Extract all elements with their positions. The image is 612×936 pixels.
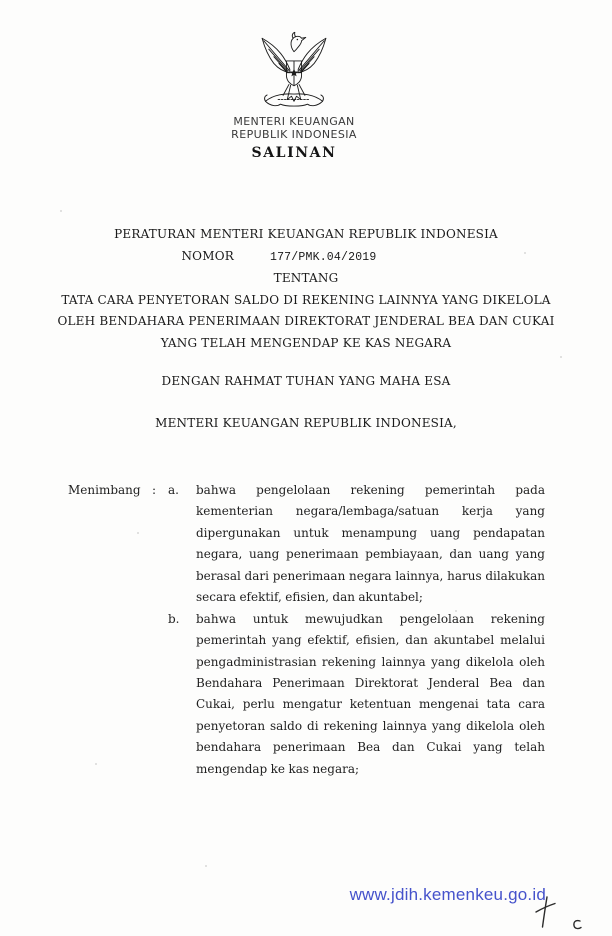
- consideration-line: Bendahara Penerimaan Direktorat Jenderal Bea dan: [196, 675, 545, 690]
- invocation-line: DENGAN RAHMAT TUHAN YANG MAHA ESA: [161, 374, 451, 388]
- regulation-title-block: [0, 224, 612, 354]
- scan-speckle: [137, 532, 139, 534]
- letterhead: [0, 30, 588, 161]
- regulation-title: PERATURAN MENTERI KEUANGAN REPUBLIK INDONESIA: [114, 227, 498, 241]
- consideration-line: dipergunakan untuk menampung uang pendapatan: [196, 525, 545, 540]
- consideration-line: mengendap ke kas negara;: [196, 761, 360, 776]
- nomor-line: [0, 246, 585, 269]
- consideration-line: kementerian negara/lembaga/satuan kerja yang: [196, 504, 545, 519]
- consideration-line: pemerintah yang efektif, efisien, dan akuntabel melalui: [196, 633, 545, 648]
- garuda-pancasila-emblem-icon: [252, 30, 336, 116]
- nomor-label: NOMOR: [181, 248, 234, 263]
- consideration-line: pengadministrasian rekening lainnya yang dikelola oleh: [196, 654, 545, 669]
- ministry-name: MENTERI KEUANGAN: [233, 115, 355, 128]
- consideration-line: Cukai, perlu mengatur ketentuan mengenai tata cara: [196, 697, 545, 712]
- considerations-colon: :: [152, 483, 157, 497]
- republic-name: REPUBLIK INDONESIA: [231, 127, 357, 141]
- salinan-label: SALINAN: [251, 145, 337, 161]
- consideration-line: berasal dari penerimaan negara lainnya, harus dilakukan: [196, 568, 545, 583]
- authority-line: MENTERI KEUANGAN REPUBLIK INDONESIA,: [155, 416, 457, 430]
- scan-speckle: [205, 865, 207, 867]
- consideration-line: secara efektif, efisien, dan akuntabel;: [196, 590, 423, 605]
- scan-speckle: [330, 748, 332, 750]
- scan-speckle: [524, 252, 526, 254]
- subject-line-3: YANG TELAH MENGENDAP KE KAS NEGARA: [160, 335, 452, 350]
- scan-speckle: [560, 356, 562, 358]
- consideration-line: penyetoran saldo di rekening lainnya yang dikelola oleh: [196, 718, 545, 733]
- tentang-label: TENTANG: [273, 271, 339, 285]
- consideration-item-b: [168, 609, 546, 781]
- item-marker: a.: [168, 483, 179, 497]
- consideration-line: bahwa untuk mewujudkan pengelolaan rekening: [196, 611, 545, 626]
- consideration-line: bahwa pengelolaan rekening pemerintah pada: [196, 483, 545, 497]
- subject-line-1: TATA CARA PENYETORAN SALDO DI REKENING LAINNYA YANG DIKELOLA: [61, 292, 551, 307]
- watermark-url: www.jdih.kemenkeu.go.id: [349, 885, 546, 904]
- scan-speckle: [455, 610, 457, 612]
- considerations-label: Menimbang: [68, 483, 141, 497]
- nomor-value: 177/PMK.04/2019: [269, 250, 377, 264]
- item-marker: b.: [168, 611, 180, 626]
- consideration-line: negara, uang penerimaan pembiayaan, dan uang yang: [196, 547, 545, 562]
- handwritten-initials-mark: [534, 896, 590, 936]
- scan-speckle: [60, 210, 62, 212]
- consideration-item-a: [168, 480, 546, 609]
- subject-line-2: OLEH BENDAHARA PENERIMAAN DIREKTORAT JENDERAL BEA DAN CUKAI: [57, 314, 555, 328]
- consideration-line: bendahara penerimaan Bea dan Cukai yang telah: [196, 740, 545, 755]
- scan-speckle: [95, 763, 97, 765]
